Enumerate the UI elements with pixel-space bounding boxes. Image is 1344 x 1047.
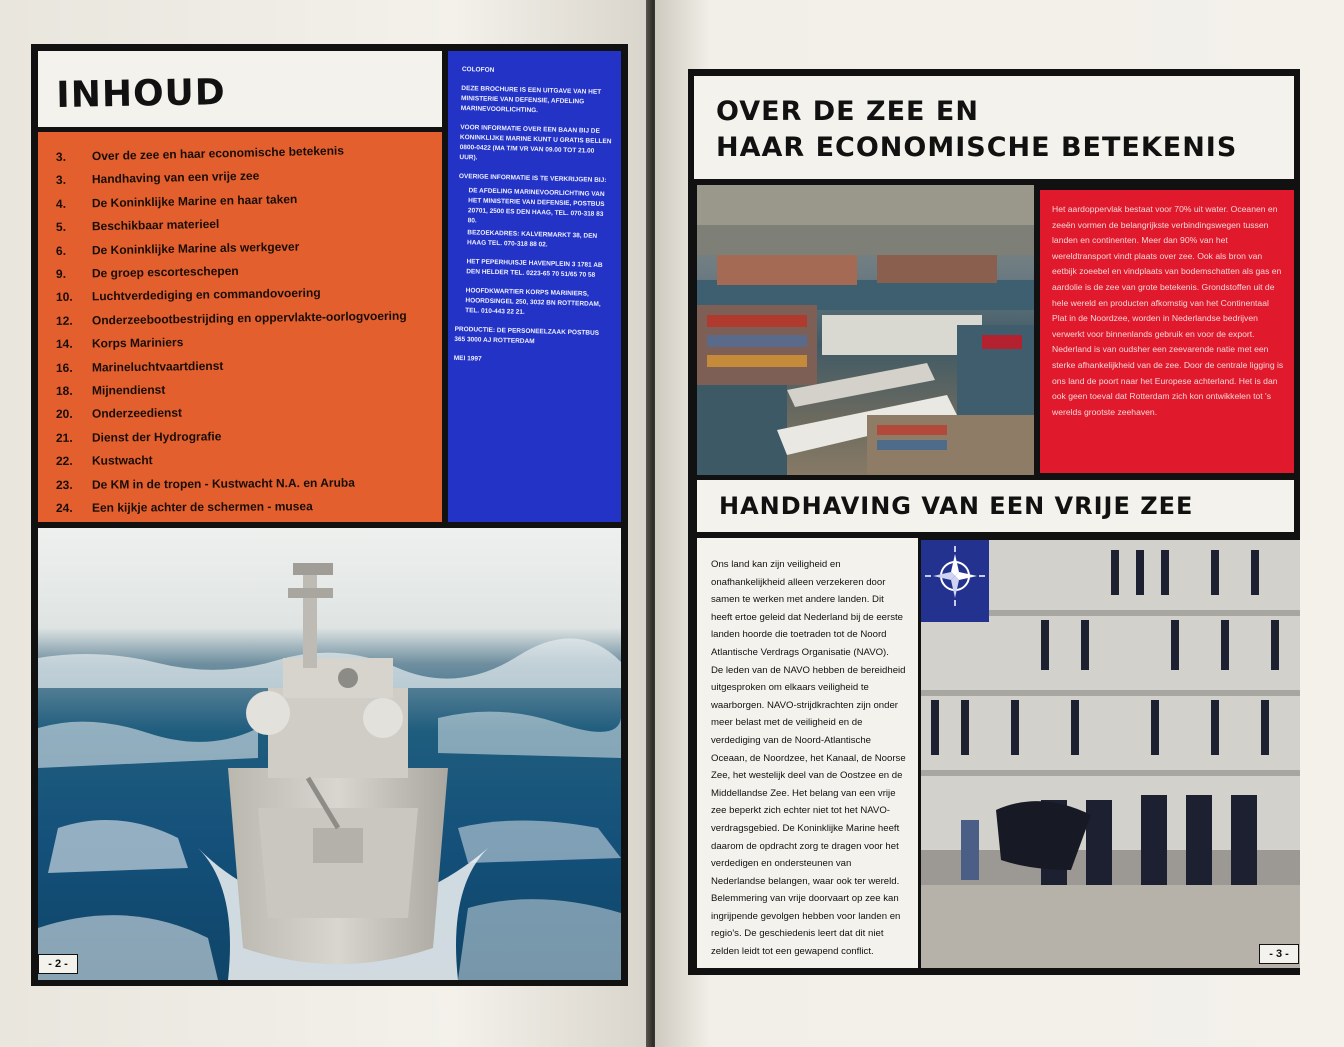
toc-entry-title: Korps Mariniers <box>91 335 184 351</box>
toc-entry <box>56 284 446 310</box>
toc-page-number: 10. <box>55 290 73 305</box>
section-heading: HANDHAVING VAN EEN VRIJE ZEE <box>719 492 1194 520</box>
toc-entry <box>56 355 446 380</box>
toc-page-number: 16. <box>55 360 73 375</box>
toc-entry-title: Mijnendienst <box>91 382 166 398</box>
colofon-paragraph: VOOR INFORMATIE OVER EEN BAAN BIJ DE KONINKLIJKE MARINE KUNT U GRATIS BELLEN 0800-0422 (MA T/M VR VAN 09.00 TOT 21.00 UUR). <box>459 123 612 162</box>
toc-entry <box>56 379 446 404</box>
section-heading-line: HAAR ECONOMISCHE BETEKENIS <box>716 132 1238 163</box>
toc-page-number: 14. <box>55 336 73 352</box>
toc-title: INHOUD <box>56 72 227 116</box>
page-number-left: - 2 - <box>38 954 78 974</box>
toc-entry <box>56 260 446 287</box>
colofon-date: MEI 1997 <box>453 354 482 363</box>
toc-page-number: 9. <box>55 266 67 281</box>
toc-entry <box>56 451 446 475</box>
frigate-photo <box>38 528 621 980</box>
toc-entry <box>56 308 446 334</box>
toc-entry-title: De Koninklijke Marine en haar taken <box>91 191 298 211</box>
toc-entry-title: Over de zee en haar economische betekenis <box>91 143 345 164</box>
nato-star-icon <box>921 540 989 622</box>
toc-entry-title: Kustwacht <box>91 453 153 468</box>
toc-entry-title: Onderzeedienst <box>91 405 183 421</box>
toc-entry-title: Beschikbaar materieel <box>91 216 220 234</box>
toc-page-number: 24. <box>55 500 73 515</box>
toc-entry-title: Luchtverdediging en commandovoering <box>91 286 321 304</box>
toc-entry <box>56 165 446 193</box>
toc-entry-title: Dienst der Hydrografie <box>91 429 222 445</box>
toc-entry <box>56 403 446 427</box>
section-text-box <box>1040 190 1294 473</box>
colofon-box <box>448 51 621 522</box>
section-heading-box <box>697 480 1294 532</box>
navo-body-text <box>711 556 907 961</box>
section-heading-line: OVER DE ZEE EN <box>716 96 979 127</box>
toc-entry-title: De groep escorteschepen <box>91 263 239 281</box>
colofon-address: HOOFDKWARTIER KORPS MARINIERS, HOORDSINGEL 250, 3032 BN ROTTERDAM, TEL. 010-443 22 21. <box>465 287 601 316</box>
table-of-contents <box>38 132 442 522</box>
toc-page-number: 6. <box>55 243 67 258</box>
port-illustration <box>697 185 1034 475</box>
toc-page-number: 3. <box>55 149 67 164</box>
toc-title-box <box>38 51 442 127</box>
colofon-production: PRODUCTIE: DE PERSONEELZAAK POSTBUS 365 3000 AJ ROTTERDAM <box>454 325 600 346</box>
frigate-illustration <box>38 528 621 980</box>
toc-entry <box>56 427 446 451</box>
navo-text-box <box>697 538 918 968</box>
section-heading-box <box>694 76 1294 179</box>
toc-entry <box>56 213 446 241</box>
toc-entry <box>56 498 446 521</box>
toc-page-number: 22. <box>55 454 73 469</box>
colofon-text <box>453 65 614 377</box>
colofon-address: BEZOEKADRES: KALVERMARKT 38, DEN HAAG TEL. 070-318 88 02. <box>466 229 598 249</box>
toc-page-number: 23. <box>55 477 73 492</box>
page-number-right: - 3 - <box>1259 944 1299 964</box>
toc-page-number: 5. <box>55 219 67 235</box>
colofon-paragraph: DEZE BROCHURE IS EEN UITGAVE VAN HET MINISTERIE VAN DEFENSIE, AFDELING MARINEVOORLICHTING. <box>460 84 602 115</box>
rotterdam-port-photo <box>697 185 1034 475</box>
toc-page-number: 20. <box>55 407 73 422</box>
toc-page-number: 3. <box>55 173 67 188</box>
section-body-text: Het aardoppervlak bestaat voor 70% uit water. Oceanen en zeeën vormen de belangrijkste verbindingswegen tussen landen en continenten. Meer dan 90% van het wereldtransport vindt plaats over zee. Ook als bron van eetbijk zoeebel en vindplaats van bodemschatten als gas en aardolie is de zee van grote betekenis. Grondstoffen uit de hele wereld en producten afkomstig van het Continentaal Plat in de Noordzee, worden in Nederlandse bedrijven verwerkt voor binnenlands gebruik en voor de export. Nederland is van oudsher een zeevarende natie met een sterke afhankelijkheid van de zee. Door de centrale ligging is ons land de poort naar het Europese achterland. Het is dan ook geen toeval dat Rotterdam zich kon ontwikkelen tot 's werelds grootste zeehaven. <box>1052 204 1284 417</box>
toc-entry-title: Handhaving van een vrije zee <box>91 168 260 187</box>
toc-page-number: 21. <box>55 430 73 445</box>
colofon-address: HET PEPERHUISJE HAVENPLEIN 3 1781 AB DEN HELDER TEL. 0223-65 70 51/65 70 58 <box>466 258 603 279</box>
colofon-paragraph: OVERIGE INFORMATIE IS TE VERKRIJGEN BIJ: <box>458 172 607 185</box>
colofon-heading: COLOFON <box>461 65 495 74</box>
toc-entry-title: De KM in de tropen - Kustwacht N.A. en Aruba <box>91 475 355 492</box>
colofon-address: DE AFDELING MARINEVOORLICHTING VAN HET MINISTERIE VAN DEFENSIE, POSTBUS 20701, 2500 ES DEN HAAG, TEL. 070-318 83 80. <box>467 187 605 225</box>
toc-entry-title: Een kijkje achter de schermen - musea <box>91 499 313 515</box>
toc-page-number: 4. <box>55 196 67 211</box>
toc-entry <box>56 332 446 358</box>
toc-entry-title: De Koninklijke Marine als werkgever <box>91 239 300 257</box>
toc-entry-title: Onderzeebootbestrijding en oppervlakte-oorlogvoering <box>91 308 407 328</box>
navo-paragraph: De leden van de NAVO hebben de bereidheid uitgesproken om elkaars veiligheid te waarborgen. NAVO-strijdkrachten zijn onder meer belast met de veiligheid en de verdediging van de Noord-Atlantische Oceaan, de Noordzee, het Kanaal, de Noorse Zee, het westelijk deel van de Oostzee en de Middellandse Zee. Het belang van een vrije zee beperkt zich echter niet tot het NAVO-verdragsgebied. De Koninklijke Marine heeft daarom de opdracht zorg te dragen voor het verdedigen en ondersteunen van Nederlandse belangen, waar ook ter wereld. Belemmering van vrije doorvaart op zee kan ingrijpende gevolgen hebben voor landen en regio's. De geschiedenis leert dat dit niet zelden leidt tot een gewapend conflict. <box>711 664 906 958</box>
toc-entry-title: Marineluchtvaartdienst <box>91 358 224 375</box>
toc-page-number: 18. <box>55 383 73 398</box>
toc-page-number: 12. <box>55 313 73 328</box>
toc-entry <box>56 236 446 263</box>
nato-emblem <box>921 540 989 622</box>
toc-entry <box>56 474 446 497</box>
navo-paragraph: Ons land kan zijn veiligheid en onafhankelijkheid alleen verzekeren door samen te werken met andere landen. Dit heeft ertoe geleid dat Nederland bij de eerste landen hoorde die toetraden tot de Noord Atlantische Verdrags Organisatie (NAVO). <box>711 559 904 658</box>
